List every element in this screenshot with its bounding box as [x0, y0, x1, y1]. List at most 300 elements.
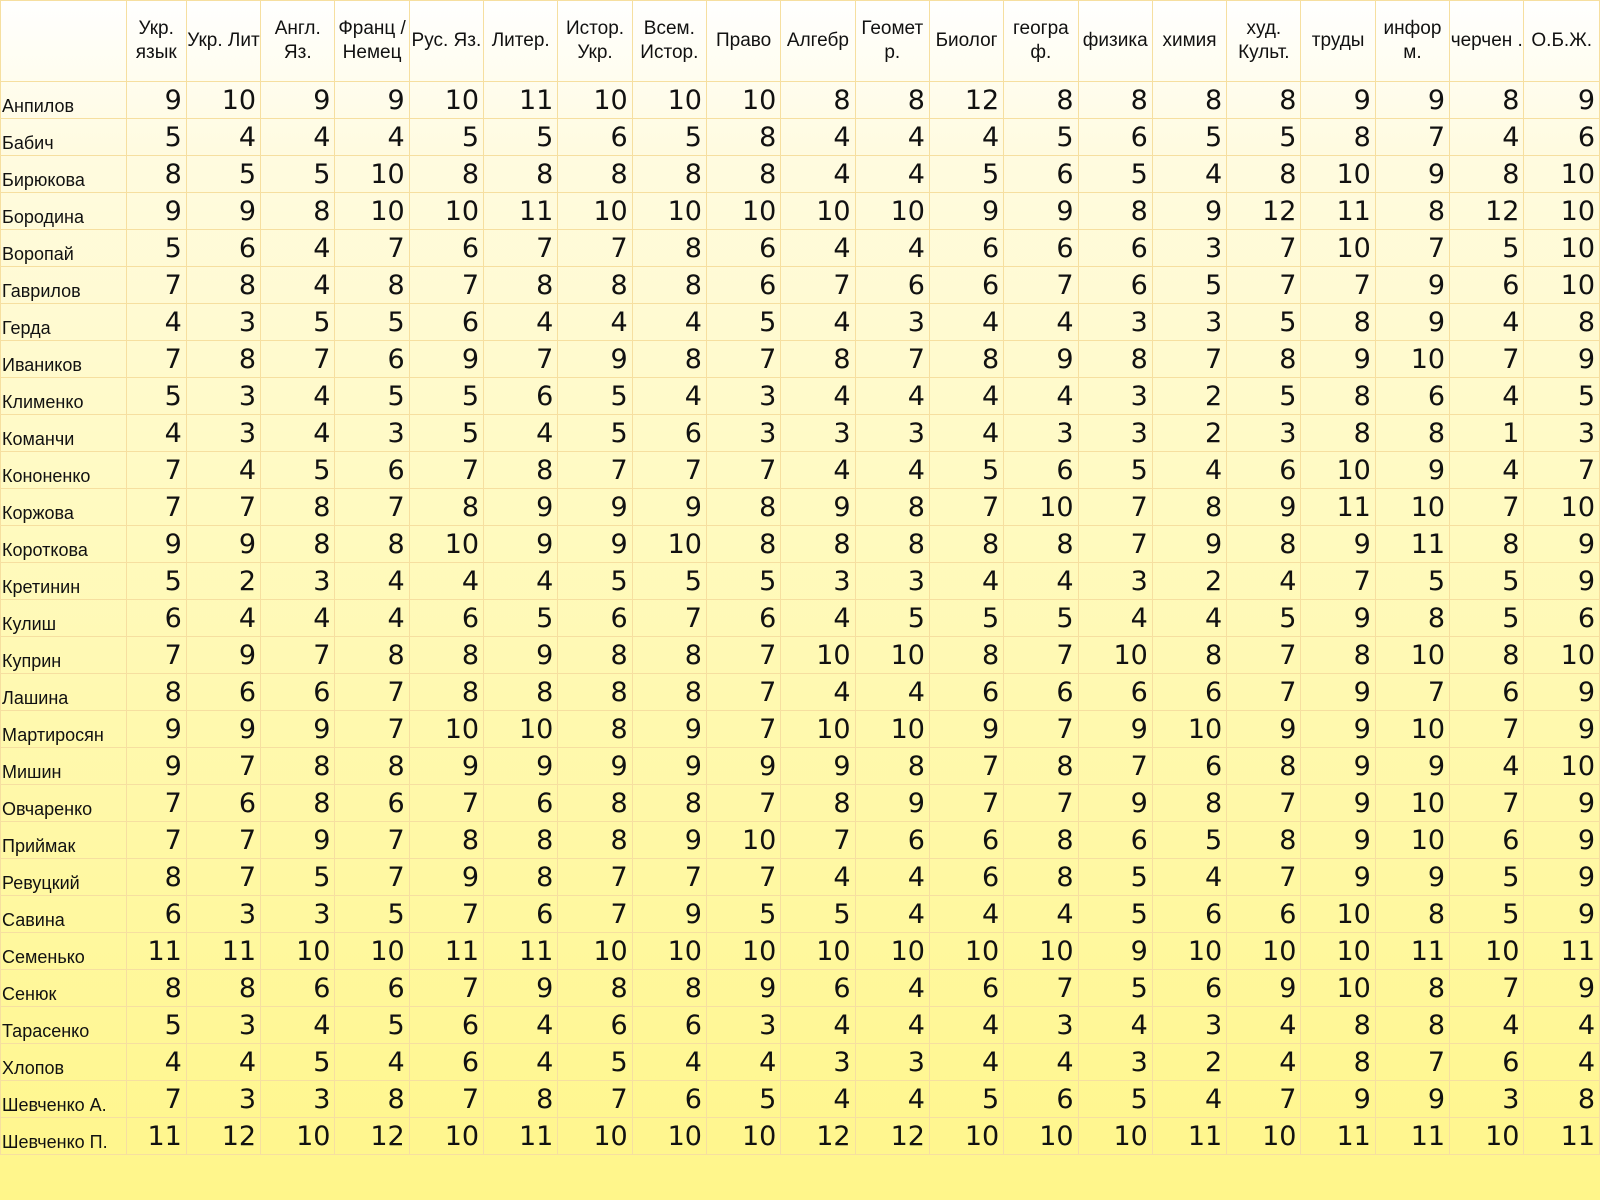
grade-cell[interactable]: 7 — [335, 489, 409, 526]
grade-cell[interactable]: 11 — [484, 193, 558, 230]
grade-cell[interactable]: 7 — [929, 748, 1003, 785]
grade-cell[interactable]: 9 — [1152, 193, 1226, 230]
grade-cell[interactable]: 7 — [1227, 637, 1301, 674]
grade-cell[interactable]: 5 — [1004, 600, 1078, 637]
grade-cell[interactable]: 10 — [1301, 452, 1375, 489]
grade-cell[interactable]: 8 — [126, 156, 186, 193]
grade-cell[interactable]: 8 — [1227, 82, 1301, 119]
grade-cell[interactable]: 12 — [186, 1118, 260, 1155]
grade-cell[interactable]: 6 — [855, 267, 929, 304]
grade-cell[interactable]: 10 — [1450, 1118, 1524, 1155]
student-name-cell[interactable]: Короткова — [1, 526, 127, 563]
grade-cell[interactable]: 8 — [781, 82, 855, 119]
grade-cell[interactable]: 7 — [1375, 230, 1449, 267]
grade-cell[interactable]: 6 — [632, 415, 706, 452]
grade-cell[interactable]: 7 — [706, 711, 780, 748]
grade-cell[interactable]: 4 — [1450, 119, 1524, 156]
grade-cell[interactable]: 9 — [1375, 267, 1449, 304]
grade-cell[interactable]: 3 — [781, 1044, 855, 1081]
grade-cell[interactable]: 6 — [1078, 119, 1152, 156]
grade-cell[interactable]: 8 — [1450, 156, 1524, 193]
grade-cell[interactable]: 2 — [186, 563, 260, 600]
grade-cell[interactable]: 10 — [1301, 156, 1375, 193]
grade-cell[interactable]: 7 — [1375, 1044, 1449, 1081]
grade-cell[interactable]: 9 — [484, 489, 558, 526]
grade-cell[interactable]: 8 — [706, 489, 780, 526]
grade-cell[interactable]: 9 — [558, 489, 632, 526]
grade-cell[interactable]: 7 — [1004, 785, 1078, 822]
grade-cell[interactable]: 8 — [126, 859, 186, 896]
grade-cell[interactable]: 6 — [1078, 230, 1152, 267]
grade-cell[interactable]: 8 — [1004, 822, 1078, 859]
grade-cell[interactable]: 9 — [1004, 341, 1078, 378]
grade-cell[interactable]: 8 — [706, 526, 780, 563]
grade-cell[interactable]: 10 — [1524, 230, 1600, 267]
grade-cell[interactable]: 8 — [1227, 822, 1301, 859]
grade-cell[interactable]: 7 — [1524, 452, 1600, 489]
column-header[interactable]: О.Б.Ж. — [1524, 1, 1600, 82]
grade-cell[interactable]: 9 — [186, 193, 260, 230]
grade-cell[interactable]: 9 — [126, 748, 186, 785]
grade-cell[interactable]: 6 — [632, 1081, 706, 1118]
grade-cell[interactable]: 8 — [1227, 748, 1301, 785]
student-name-cell[interactable]: Анпилов — [1, 82, 127, 119]
grade-cell[interactable]: 5 — [126, 119, 186, 156]
grade-cell[interactable]: 10 — [781, 193, 855, 230]
grade-cell[interactable]: 6 — [409, 1007, 483, 1044]
grade-cell[interactable]: 6 — [1078, 674, 1152, 711]
grade-cell[interactable]: 8 — [558, 822, 632, 859]
grade-cell[interactable]: 8 — [1301, 119, 1375, 156]
grade-cell[interactable]: 8 — [186, 341, 260, 378]
grade-cell[interactable]: 3 — [855, 415, 929, 452]
student-name-cell[interactable]: Тарасенко — [1, 1007, 127, 1044]
grade-cell[interactable]: 4 — [855, 674, 929, 711]
grade-cell[interactable]: 10 — [706, 82, 780, 119]
grade-cell[interactable]: 4 — [855, 1007, 929, 1044]
grade-cell[interactable]: 8 — [1301, 637, 1375, 674]
grade-cell[interactable]: 6 — [1004, 674, 1078, 711]
grade-cell[interactable]: 7 — [1078, 489, 1152, 526]
student-name-cell[interactable]: Гаврилов — [1, 267, 127, 304]
grade-cell[interactable]: 5 — [1078, 859, 1152, 896]
grade-cell[interactable]: 7 — [706, 341, 780, 378]
grade-cell[interactable]: 7 — [1227, 785, 1301, 822]
grade-cell[interactable]: 5 — [1450, 600, 1524, 637]
student-name-cell[interactable]: Овчаренко — [1, 785, 127, 822]
column-header[interactable]: геогра ф. — [1004, 1, 1078, 82]
grade-cell[interactable]: 7 — [409, 896, 483, 933]
grade-cell[interactable]: 8 — [1524, 1081, 1600, 1118]
grade-cell[interactable]: 12 — [335, 1118, 409, 1155]
student-name-cell[interactable]: Сенюк — [1, 970, 127, 1007]
grade-cell[interactable]: 9 — [484, 637, 558, 674]
grade-cell[interactable]: 4 — [781, 378, 855, 415]
grade-cell[interactable]: 5 — [1227, 600, 1301, 637]
grade-cell[interactable]: 9 — [1301, 822, 1375, 859]
grade-cell[interactable]: 5 — [1524, 378, 1600, 415]
student-name-cell[interactable]: Кулиш — [1, 600, 127, 637]
grade-cell[interactable]: 4 — [558, 304, 632, 341]
grade-cell[interactable]: 10 — [929, 1118, 1003, 1155]
grade-cell[interactable]: 9 — [1078, 711, 1152, 748]
grade-cell[interactable]: 9 — [1227, 970, 1301, 1007]
grade-cell[interactable]: 3 — [186, 415, 260, 452]
grade-cell[interactable]: 7 — [1004, 970, 1078, 1007]
grade-cell[interactable]: 4 — [1004, 563, 1078, 600]
grade-cell[interactable]: 9 — [1301, 859, 1375, 896]
student-name-cell[interactable]: Кретинин — [1, 563, 127, 600]
grade-cell[interactable]: 6 — [186, 674, 260, 711]
grade-cell[interactable]: 7 — [706, 859, 780, 896]
grade-cell[interactable]: 10 — [409, 526, 483, 563]
grade-cell[interactable]: 9 — [1301, 600, 1375, 637]
grade-cell[interactable]: 6 — [706, 230, 780, 267]
grade-cell[interactable]: 9 — [1152, 526, 1226, 563]
grade-cell[interactable]: 8 — [1450, 526, 1524, 563]
grade-cell[interactable]: 8 — [335, 637, 409, 674]
grade-cell[interactable]: 8 — [558, 970, 632, 1007]
grade-cell[interactable]: 7 — [335, 859, 409, 896]
grade-cell[interactable]: 8 — [409, 156, 483, 193]
grade-cell[interactable]: 6 — [409, 600, 483, 637]
grade-cell[interactable]: 8 — [409, 674, 483, 711]
grade-cell[interactable]: 4 — [929, 896, 1003, 933]
grade-cell[interactable]: 10 — [1450, 933, 1524, 970]
grade-cell[interactable]: 3 — [1004, 415, 1078, 452]
grade-cell[interactable]: 10 — [261, 933, 335, 970]
grade-cell[interactable]: 3 — [1078, 1044, 1152, 1081]
grade-cell[interactable]: 4 — [1450, 304, 1524, 341]
student-name-cell[interactable]: Бородина — [1, 193, 127, 230]
column-header[interactable]: черчен . — [1450, 1, 1524, 82]
grade-cell[interactable]: 4 — [929, 304, 1003, 341]
grade-cell[interactable]: 6 — [186, 230, 260, 267]
grade-cell[interactable]: 5 — [781, 896, 855, 933]
grade-cell[interactable]: 4 — [781, 119, 855, 156]
grade-cell[interactable]: 9 — [706, 748, 780, 785]
grade-cell[interactable]: 10 — [1524, 748, 1600, 785]
grade-cell[interactable]: 8 — [1152, 489, 1226, 526]
grade-cell[interactable]: 5 — [1227, 119, 1301, 156]
student-name-cell[interactable]: Иваников — [1, 341, 127, 378]
grade-cell[interactable]: 10 — [1078, 1118, 1152, 1155]
grade-cell[interactable]: 6 — [1078, 822, 1152, 859]
grade-cell[interactable]: 7 — [1004, 637, 1078, 674]
grade-cell[interactable]: 4 — [855, 970, 929, 1007]
grade-cell[interactable]: 4 — [632, 1044, 706, 1081]
grade-cell[interactable]: 6 — [261, 970, 335, 1007]
grade-cell[interactable]: 10 — [1004, 933, 1078, 970]
grade-cell[interactable]: 8 — [706, 119, 780, 156]
grade-cell[interactable]: 4 — [335, 119, 409, 156]
grade-cell[interactable]: 8 — [335, 1081, 409, 1118]
grade-cell[interactable]: 5 — [409, 415, 483, 452]
column-header[interactable]: Франц / Немец — [335, 1, 409, 82]
grade-cell[interactable]: 9 — [1524, 859, 1600, 896]
grade-cell[interactable]: 10 — [409, 1118, 483, 1155]
grade-cell[interactable]: 4 — [855, 156, 929, 193]
grade-cell[interactable]: 9 — [409, 859, 483, 896]
grade-cell[interactable]: 5 — [1152, 267, 1226, 304]
grade-cell[interactable]: 8 — [632, 341, 706, 378]
grade-cell[interactable]: 9 — [1301, 748, 1375, 785]
grade-cell[interactable]: 10 — [409, 193, 483, 230]
grade-cell[interactable]: 8 — [706, 156, 780, 193]
grade-cell[interactable]: 5 — [484, 600, 558, 637]
grade-cell[interactable]: 10 — [1524, 267, 1600, 304]
grade-cell[interactable]: 4 — [855, 1081, 929, 1118]
grade-cell[interactable]: 8 — [558, 674, 632, 711]
grade-cell[interactable]: 5 — [1152, 822, 1226, 859]
grade-cell[interactable]: 6 — [261, 674, 335, 711]
grade-cell[interactable]: 4 — [855, 859, 929, 896]
grade-cell[interactable]: 8 — [781, 785, 855, 822]
grade-cell[interactable]: 4 — [484, 415, 558, 452]
grade-cell[interactable]: 4 — [261, 415, 335, 452]
grade-cell[interactable]: 4 — [1004, 1044, 1078, 1081]
grade-cell[interactable]: 8 — [632, 637, 706, 674]
grade-cell[interactable]: 6 — [706, 267, 780, 304]
grade-cell[interactable]: 7 — [558, 1081, 632, 1118]
grade-cell[interactable]: 7 — [1450, 785, 1524, 822]
grade-cell[interactable]: 4 — [632, 304, 706, 341]
grade-cell[interactable]: 3 — [706, 1007, 780, 1044]
grade-cell[interactable]: 7 — [1375, 674, 1449, 711]
grade-cell[interactable]: 6 — [186, 785, 260, 822]
student-name-cell[interactable]: Куприн — [1, 637, 127, 674]
grade-cell[interactable]: 7 — [409, 785, 483, 822]
grade-cell[interactable]: 8 — [1301, 1044, 1375, 1081]
student-name-cell[interactable]: Ревуцкий — [1, 859, 127, 896]
grade-cell[interactable]: 7 — [126, 785, 186, 822]
column-header[interactable]: физика — [1078, 1, 1152, 82]
grade-cell[interactable]: 4 — [1004, 896, 1078, 933]
grade-cell[interactable]: 8 — [186, 267, 260, 304]
grade-cell[interactable]: 5 — [261, 452, 335, 489]
grade-cell[interactable]: 11 — [1524, 933, 1600, 970]
grade-cell[interactable]: 7 — [186, 748, 260, 785]
grade-cell[interactable]: 8 — [1375, 970, 1449, 1007]
grade-cell[interactable]: 6 — [632, 1007, 706, 1044]
grade-cell[interactable]: 3 — [186, 378, 260, 415]
grade-cell[interactable]: 5 — [1375, 563, 1449, 600]
grade-cell[interactable]: 8 — [632, 230, 706, 267]
grade-cell[interactable]: 11 — [409, 933, 483, 970]
grade-cell[interactable]: 5 — [261, 304, 335, 341]
grade-cell[interactable]: 7 — [126, 489, 186, 526]
grade-cell[interactable]: 10 — [1004, 489, 1078, 526]
grade-cell[interactable]: 6 — [1450, 674, 1524, 711]
grade-cell[interactable]: 10 — [335, 933, 409, 970]
grade-cell[interactable]: 6 — [1524, 119, 1600, 156]
grade-cell[interactable]: 10 — [1152, 711, 1226, 748]
grade-cell[interactable]: 9 — [1078, 933, 1152, 970]
grade-cell[interactable]: 6 — [335, 452, 409, 489]
grade-cell[interactable]: 9 — [126, 82, 186, 119]
grade-cell[interactable]: 7 — [632, 452, 706, 489]
grade-cell[interactable]: 7 — [558, 896, 632, 933]
column-header[interactable]: Геомет р. — [855, 1, 929, 82]
grade-cell[interactable]: 9 — [855, 785, 929, 822]
grade-cell[interactable]: 4 — [1227, 1007, 1301, 1044]
grade-cell[interactable]: 5 — [1152, 119, 1226, 156]
grade-cell[interactable]: 7 — [706, 452, 780, 489]
grade-cell[interactable]: 5 — [1078, 1081, 1152, 1118]
grade-cell[interactable]: 10 — [1375, 637, 1449, 674]
grade-cell[interactable]: 9 — [484, 970, 558, 1007]
grade-cell[interactable]: 5 — [929, 1081, 1003, 1118]
grade-cell[interactable]: 9 — [632, 896, 706, 933]
grade-cell[interactable]: 9 — [1227, 489, 1301, 526]
grade-cell[interactable]: 8 — [1078, 82, 1152, 119]
grade-cell[interactable]: 10 — [1375, 341, 1449, 378]
grade-cell[interactable]: 3 — [261, 563, 335, 600]
grade-cell[interactable]: 7 — [409, 267, 483, 304]
grade-cell[interactable]: 8 — [1450, 82, 1524, 119]
grade-cell[interactable]: 10 — [1524, 637, 1600, 674]
grade-cell[interactable]: 8 — [1227, 156, 1301, 193]
student-name-cell[interactable]: Коржова — [1, 489, 127, 526]
grade-cell[interactable]: 4 — [261, 1007, 335, 1044]
grade-cell[interactable]: 7 — [706, 674, 780, 711]
grade-cell[interactable]: 9 — [409, 341, 483, 378]
grade-cell[interactable]: 11 — [1301, 193, 1375, 230]
student-name-cell[interactable]: Семенько — [1, 933, 127, 970]
column-header[interactable]: Право — [706, 1, 780, 82]
grade-cell[interactable]: 3 — [1004, 1007, 1078, 1044]
grade-cell[interactable]: 8 — [1375, 415, 1449, 452]
student-name-cell[interactable]: Хлопов — [1, 1044, 127, 1081]
grade-cell[interactable]: 10 — [1375, 489, 1449, 526]
grade-cell[interactable]: 3 — [186, 1081, 260, 1118]
grade-cell[interactable]: 3 — [1450, 1081, 1524, 1118]
grade-cell[interactable]: 6 — [929, 230, 1003, 267]
grade-cell[interactable]: 6 — [484, 785, 558, 822]
grade-cell[interactable]: 12 — [855, 1118, 929, 1155]
grade-cell[interactable]: 3 — [186, 304, 260, 341]
grade-cell[interactable]: 6 — [558, 119, 632, 156]
grade-cell[interactable]: 7 — [1152, 341, 1226, 378]
grade-cell[interactable]: 8 — [335, 526, 409, 563]
grade-cell[interactable]: 8 — [484, 156, 558, 193]
grade-cell[interactable]: 8 — [929, 637, 1003, 674]
grade-cell[interactable]: 6 — [1004, 230, 1078, 267]
grade-cell[interactable]: 5 — [632, 563, 706, 600]
grade-cell[interactable]: 7 — [1301, 267, 1375, 304]
grade-cell[interactable]: 7 — [335, 711, 409, 748]
corner-cell[interactable] — [1, 1, 127, 82]
grade-cell[interactable]: 10 — [1227, 933, 1301, 970]
grade-cell[interactable]: 10 — [1004, 1118, 1078, 1155]
grade-cell[interactable]: 9 — [1524, 341, 1600, 378]
grade-cell[interactable]: 9 — [632, 748, 706, 785]
grade-cell[interactable]: 5 — [126, 230, 186, 267]
grade-cell[interactable]: 3 — [1078, 415, 1152, 452]
grade-cell[interactable]: 9 — [1375, 859, 1449, 896]
grade-cell[interactable]: 5 — [1450, 563, 1524, 600]
student-name-cell[interactable]: Мартиросян — [1, 711, 127, 748]
grade-cell[interactable]: 4 — [781, 452, 855, 489]
grade-cell[interactable]: 10 — [1078, 637, 1152, 674]
grade-cell[interactable]: 6 — [1152, 970, 1226, 1007]
grade-cell[interactable]: 4 — [781, 859, 855, 896]
grade-cell[interactable]: 4 — [126, 304, 186, 341]
grade-cell[interactable]: 8 — [855, 526, 929, 563]
grade-cell[interactable]: 8 — [558, 711, 632, 748]
grade-cell[interactable]: 8 — [409, 637, 483, 674]
grade-cell[interactable]: 7 — [632, 859, 706, 896]
grade-cell[interactable]: 8 — [1004, 82, 1078, 119]
grade-cell[interactable]: 8 — [484, 267, 558, 304]
grade-cell[interactable]: 9 — [1375, 1081, 1449, 1118]
grade-cell[interactable]: 8 — [1152, 637, 1226, 674]
grade-cell[interactable]: 10 — [855, 193, 929, 230]
column-header[interactable]: Рус. Яз. — [409, 1, 483, 82]
grade-cell[interactable]: 6 — [409, 1044, 483, 1081]
grade-cell[interactable]: 10 — [1375, 822, 1449, 859]
grade-cell[interactable]: 10 — [855, 711, 929, 748]
grade-cell[interactable]: 10 — [632, 526, 706, 563]
student-name-cell[interactable]: Кононенко — [1, 452, 127, 489]
grade-cell[interactable]: 3 — [335, 415, 409, 452]
grade-cell[interactable]: 8 — [929, 341, 1003, 378]
grade-cell[interactable]: 5 — [1078, 896, 1152, 933]
grade-cell[interactable]: 8 — [484, 822, 558, 859]
grade-cell[interactable]: 7 — [1004, 267, 1078, 304]
grade-cell[interactable]: 11 — [484, 933, 558, 970]
grade-cell[interactable]: 4 — [186, 119, 260, 156]
grade-cell[interactable]: 9 — [409, 748, 483, 785]
grade-cell[interactable]: 5 — [706, 1081, 780, 1118]
grade-cell[interactable]: 4 — [186, 600, 260, 637]
grade-cell[interactable]: 4 — [186, 1044, 260, 1081]
grade-cell[interactable]: 7 — [186, 859, 260, 896]
grade-cell[interactable]: 10 — [706, 933, 780, 970]
grade-cell[interactable]: 7 — [126, 822, 186, 859]
grade-cell[interactable]: 4 — [1227, 563, 1301, 600]
grade-cell[interactable]: 9 — [632, 822, 706, 859]
student-name-cell[interactable]: Бирюкова — [1, 156, 127, 193]
grade-cell[interactable]: 7 — [335, 822, 409, 859]
grade-cell[interactable]: 6 — [484, 378, 558, 415]
grade-cell[interactable]: 4 — [335, 1044, 409, 1081]
grade-cell[interactable]: 6 — [929, 970, 1003, 1007]
grade-cell[interactable]: 4 — [781, 230, 855, 267]
grade-cell[interactable]: 3 — [1524, 415, 1600, 452]
grade-cell[interactable]: 11 — [1301, 489, 1375, 526]
grade-cell[interactable]: 11 — [1152, 1118, 1226, 1155]
grade-cell[interactable]: 10 — [409, 711, 483, 748]
grade-cell[interactable]: 6 — [1152, 674, 1226, 711]
grade-cell[interactable]: 4 — [929, 1007, 1003, 1044]
grade-cell[interactable]: 6 — [409, 304, 483, 341]
grade-cell[interactable]: 5 — [929, 452, 1003, 489]
student-name-cell[interactable]: Герда — [1, 304, 127, 341]
student-name-cell[interactable]: Лашина — [1, 674, 127, 711]
grade-cell[interactable]: 3 — [706, 415, 780, 452]
grade-cell[interactable]: 4 — [261, 230, 335, 267]
grade-cell[interactable]: 2 — [1152, 378, 1226, 415]
grade-cell[interactable]: 12 — [1450, 193, 1524, 230]
grade-cell[interactable]: 9 — [484, 526, 558, 563]
column-header[interactable]: Истор. Укр. — [558, 1, 632, 82]
grade-cell[interactable]: 6 — [706, 600, 780, 637]
grade-cell[interactable]: 6 — [484, 896, 558, 933]
grade-cell[interactable]: 8 — [261, 193, 335, 230]
column-header[interactable]: инфор м. — [1375, 1, 1449, 82]
grade-cell[interactable]: 7 — [1227, 267, 1301, 304]
